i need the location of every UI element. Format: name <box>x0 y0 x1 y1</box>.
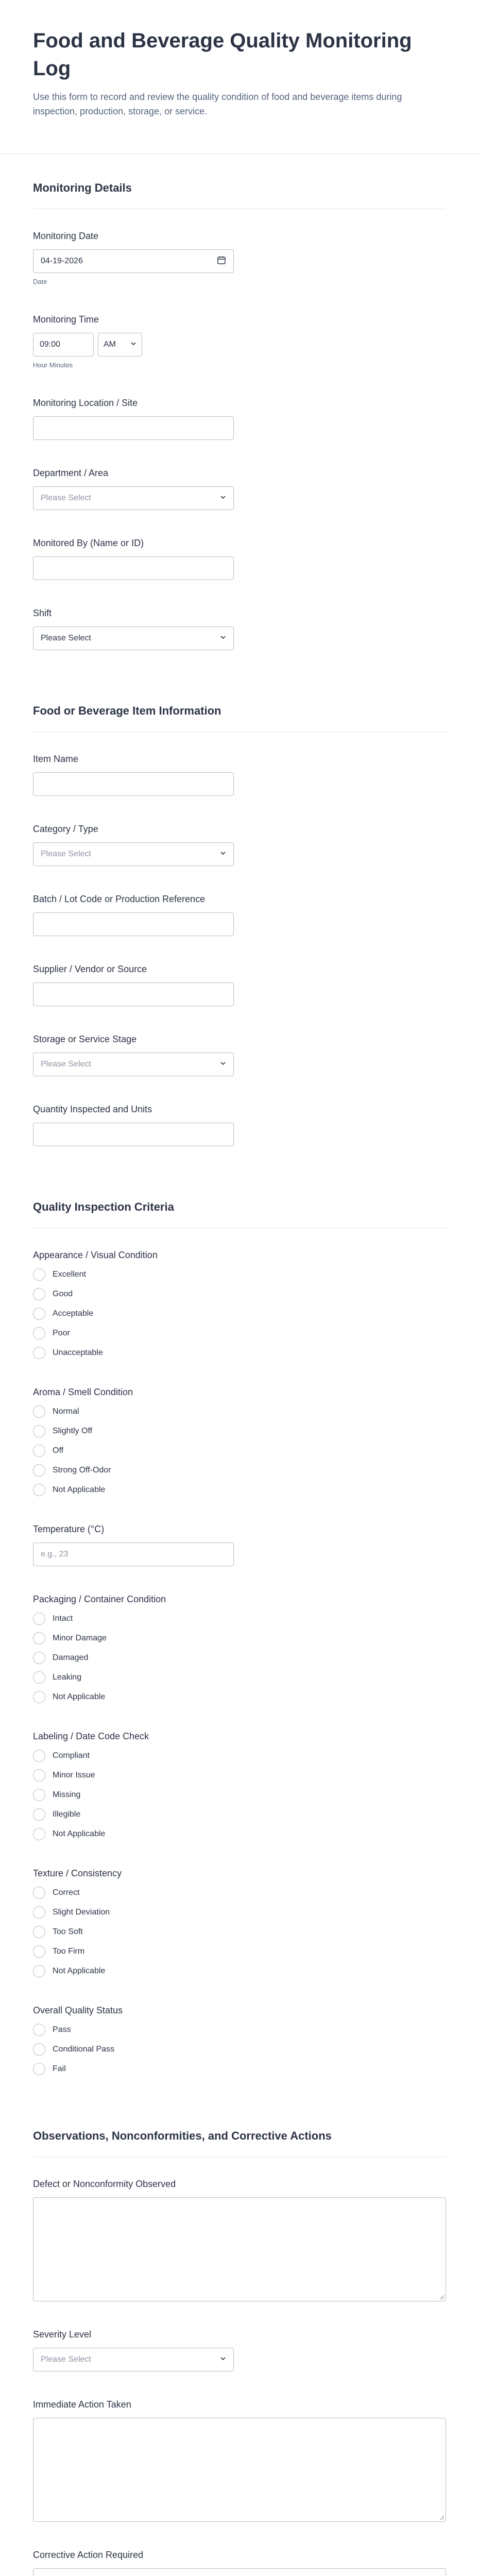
section-observations <box>0 2102 479 2576</box>
radio-circle[interactable] <box>33 1288 45 1300</box>
date-value: 04-19-2026 <box>41 257 83 265</box>
chevron-down-icon <box>130 340 136 349</box>
labeling-field <box>33 1730 446 1840</box>
field-label: Corrective Action Required <box>33 2550 144 2560</box>
radio-label: Conditional Pass <box>53 2045 115 2054</box>
radio-circle[interactable] <box>33 1347 45 1359</box>
severity-field <box>33 2328 446 2371</box>
radio-label: Pass <box>53 2025 71 2034</box>
section-item <box>0 677 479 1146</box>
location-input[interactable] <box>33 416 234 440</box>
radio-label: Missing <box>53 1790 81 1799</box>
select-placeholder: Please Select <box>41 494 91 502</box>
radio-label: Minor Issue <box>53 1771 95 1780</box>
severity-select[interactable] <box>33 2348 234 2371</box>
radio-option[interactable] <box>33 1327 446 1340</box>
radio-label: Poor <box>53 1329 70 1337</box>
radio-group <box>33 1268 446 1359</box>
radio-option[interactable] <box>33 1769 446 1782</box>
field-label: Batch / Lot Code or Production Reference <box>33 894 206 904</box>
temperature-text[interactable] <box>41 1550 226 1559</box>
field-label: Temperature (°C) <box>33 1524 105 1534</box>
radio-circle[interactable] <box>33 1268 45 1281</box>
field-label: Storage or Service Stage <box>33 1034 137 1044</box>
radio-option[interactable] <box>33 1652 446 1664</box>
radio-option[interactable] <box>33 1750 446 1762</box>
radio-group <box>33 1613 446 1703</box>
radio-label: Slightly Off <box>53 1427 93 1435</box>
radio-label: Not Applicable <box>53 1967 106 1975</box>
radio-circle[interactable] <box>33 2063 45 2075</box>
time-input[interactable]: 09:00 <box>33 333 94 357</box>
section-heading <box>33 677 446 732</box>
temperature-input[interactable] <box>33 1543 234 1566</box>
radio-option[interactable] <box>33 1926 446 1938</box>
quantity-text[interactable] <box>41 1130 226 1139</box>
radio-option[interactable] <box>33 1887 446 1899</box>
radio-option[interactable] <box>33 1425 446 1437</box>
supplier-input[interactable] <box>33 982 234 1006</box>
radio-label: Slight Deviation <box>53 1908 110 1917</box>
quantity-field <box>33 1103 446 1146</box>
radio-label: Compliant <box>53 1751 90 1760</box>
select-value: Please Select <box>41 634 91 642</box>
radio-circle[interactable] <box>33 1464 45 1477</box>
monitored-by-text[interactable] <box>41 564 226 573</box>
monitoring-date-field <box>33 230 446 286</box>
defect-field <box>33 2178 446 2301</box>
radio-circle[interactable] <box>33 1308 45 1320</box>
field-label: Texture / Consistency <box>33 1868 122 1878</box>
radio-circle[interactable] <box>33 1808 45 1821</box>
chevron-down-icon <box>220 494 226 503</box>
field-sublabel: Date <box>33 278 47 285</box>
section-criteria <box>0 1173 479 2075</box>
quantity-input[interactable] <box>33 1123 234 1146</box>
radio-label: Intact <box>53 1614 73 1623</box>
radio-group <box>33 1887 446 1977</box>
field-label: Monitored By (Name or ID) <box>33 538 144 548</box>
section-title: Monitoring Details <box>33 181 132 194</box>
radio-label: Illegible <box>53 1810 81 1819</box>
field-label: Packaging / Container Condition <box>33 1594 166 1604</box>
field-label: Shift <box>33 608 52 618</box>
radio-circle[interactable] <box>33 1327 45 1340</box>
radio-circle[interactable] <box>33 1906 45 1919</box>
radio-option[interactable] <box>33 1308 446 1320</box>
resize-grip-icon[interactable] <box>439 2515 444 2520</box>
field-label: Monitoring Time <box>33 314 99 325</box>
radio-option[interactable] <box>33 1945 446 1958</box>
field-label: Severity Level <box>33 2329 92 2340</box>
radio-circle[interactable] <box>33 2043 45 2056</box>
radio-circle[interactable] <box>33 1671 45 1684</box>
supplier-text[interactable] <box>41 990 226 999</box>
overall-status-field <box>33 2004 446 2075</box>
section-heading <box>33 1173 446 1228</box>
field-label: Supplier / Vendor or Source <box>33 964 147 974</box>
radio-circle[interactable] <box>33 1425 45 1437</box>
field-label: Aroma / Smell Condition <box>33 1387 133 1397</box>
corrective-action-field <box>33 2549 446 2576</box>
radio-label: Not Applicable <box>53 1829 106 1838</box>
radio-label: Damaged <box>53 1653 89 1662</box>
appearance-field <box>33 1249 446 1359</box>
radio-label: Normal <box>53 1407 79 1416</box>
radio-circle[interactable] <box>33 1484 45 1496</box>
radio-circle[interactable] <box>33 1445 45 1457</box>
radio-label: Too Firm <box>53 1947 85 1956</box>
field-label: Category / Type <box>33 824 98 834</box>
monitored-by-field <box>33 537 446 580</box>
radio-option[interactable] <box>33 1671 446 1684</box>
chevron-down-icon <box>220 850 226 859</box>
immediate-action-field <box>33 2398 446 2522</box>
field-sublabel: Hour Minutes <box>33 361 73 369</box>
radio-circle[interactable] <box>33 2024 45 2036</box>
radio-circle[interactable] <box>33 1652 45 1664</box>
select-placeholder: Please Select <box>41 1060 91 1069</box>
radio-circle[interactable] <box>33 1926 45 1938</box>
radio-label: Minor Damage <box>53 1634 107 1642</box>
department-select[interactable] <box>33 486 234 510</box>
radio-label: Leaking <box>53 1673 82 1682</box>
radio-option[interactable] <box>33 1828 446 1840</box>
corrective-action-textarea[interactable] <box>33 2568 446 2576</box>
chevron-down-icon <box>220 634 226 643</box>
radio-group <box>33 1405 446 1496</box>
radio-label: Correct <box>53 1888 80 1897</box>
radio-option[interactable] <box>33 2024 446 2036</box>
field-label: Labeling / Date Code Check <box>33 1731 149 1741</box>
ampm-value: AM <box>104 340 116 349</box>
department-field <box>33 467 446 510</box>
category-field <box>33 823 446 866</box>
field-label: Item Name <box>33 754 79 764</box>
section-title: Observations, Nonconformities, and Corrective Actions <box>33 2129 332 2142</box>
radio-circle[interactable] <box>33 1613 45 1625</box>
item-name-input[interactable] <box>33 772 234 796</box>
monitoring-location-field <box>33 397 446 440</box>
radio-option[interactable] <box>33 1445 446 1457</box>
monitored-by-input[interactable] <box>33 556 234 580</box>
field-label: Monitoring Date <box>33 231 99 241</box>
radio-group <box>33 2024 446 2075</box>
field-label: Quantity Inspected and Units <box>33 1104 152 1114</box>
temperature-field <box>33 1523 446 1566</box>
immediate-action-textarea[interactable] <box>33 2418 446 2522</box>
texture-field <box>33 1867 446 1977</box>
time-row <box>33 333 446 357</box>
radio-circle[interactable] <box>33 1769 45 1782</box>
storage-field <box>33 1033 446 1076</box>
radio-label: Unacceptable <box>53 1348 103 1357</box>
radio-label: Fail <box>53 2064 66 2073</box>
field-label: Department / Area <box>33 468 109 478</box>
field-label: Defect or Nonconformity Observed <box>33 2179 176 2189</box>
radio-circle[interactable] <box>33 1632 45 1645</box>
field-label: Overall Quality Status <box>33 2005 123 2015</box>
defect-textarea[interactable] <box>33 2197 446 2301</box>
radio-label: Acceptable <box>53 1309 94 1318</box>
radio-option[interactable] <box>33 1632 446 1645</box>
monitoring-date-input[interactable] <box>33 249 234 273</box>
radio-option[interactable] <box>33 2043 446 2056</box>
radio-option[interactable] <box>33 1965 446 1977</box>
radio-label: Not Applicable <box>53 1485 106 1494</box>
item-name-field <box>33 753 446 796</box>
chevron-down-icon <box>220 1060 226 1069</box>
radio-circle[interactable] <box>33 1965 45 1977</box>
radio-circle[interactable] <box>33 1828 45 1840</box>
radio-group <box>33 1750 446 1840</box>
radio-option[interactable] <box>33 1347 446 1359</box>
radio-option[interactable] <box>33 2063 446 2075</box>
select-placeholder: Please Select <box>41 850 91 858</box>
radio-label: Excellent <box>53 1270 86 1279</box>
radio-label: Not Applicable <box>53 1692 106 1701</box>
aroma-field <box>33 1386 446 1496</box>
radio-option[interactable] <box>33 1691 446 1703</box>
supplier-field <box>33 963 446 1006</box>
item-name-text[interactable] <box>41 779 226 789</box>
chevron-down-icon <box>220 2355 226 2364</box>
radio-option[interactable] <box>33 1906 446 1919</box>
radio-circle[interactable] <box>33 1405 45 1418</box>
field-label: Monitoring Location / Site <box>33 398 138 408</box>
section-title: Food or Beverage Item Information <box>33 704 221 717</box>
shift-field <box>33 607 446 650</box>
location-text[interactable] <box>41 423 226 433</box>
batch-field <box>33 893 446 936</box>
calendar-icon[interactable] <box>217 256 226 267</box>
radio-option[interactable] <box>33 1268 446 1281</box>
radio-circle[interactable] <box>33 1887 45 1899</box>
form-title: Food and Beverage Quality Monitoring Log <box>33 29 412 80</box>
radio-circle[interactable] <box>33 1691 45 1703</box>
shift-select[interactable] <box>33 626 234 650</box>
radio-label: Good <box>53 1290 73 1298</box>
section-monitoring <box>0 154 479 650</box>
resize-grip-icon[interactable] <box>439 2294 444 2299</box>
section-heading <box>33 154 446 209</box>
radio-option[interactable] <box>33 1288 446 1300</box>
select-placeholder: Please Select <box>41 2355 91 2364</box>
section-title: Quality Inspection Criteria <box>33 1200 174 1213</box>
form-description: Use this form to record and review the quality condition of food and beverage items during inspection, production, storage, or service. <box>33 92 402 116</box>
radio-label: Strong Off-Odor <box>53 1466 111 1475</box>
category-select[interactable] <box>33 842 234 866</box>
radio-label: Off <box>53 1446 64 1455</box>
radio-option[interactable] <box>33 1808 446 1821</box>
field-label: Immediate Action Taken <box>33 2399 131 2410</box>
radio-option[interactable] <box>33 1464 446 1477</box>
packaging-field <box>33 1593 446 1703</box>
radio-circle[interactable] <box>33 1750 45 1762</box>
batch-input[interactable] <box>33 912 234 936</box>
storage-select[interactable] <box>33 1053 234 1076</box>
radio-option[interactable] <box>33 1405 446 1418</box>
form-header <box>0 0 479 154</box>
monitoring-time-field <box>33 313 446 370</box>
batch-text[interactable] <box>41 920 226 929</box>
field-label: Appearance / Visual Condition <box>33 1250 158 1260</box>
radio-option[interactable] <box>33 1484 446 1496</box>
ampm-select[interactable] <box>98 333 142 357</box>
radio-label: Too Soft <box>53 1927 83 1936</box>
section-heading <box>33 2102 446 2157</box>
radio-option[interactable] <box>33 1613 446 1625</box>
radio-circle[interactable] <box>33 1945 45 1958</box>
radio-circle[interactable] <box>33 1789 45 1801</box>
radio-option[interactable] <box>33 1789 446 1801</box>
